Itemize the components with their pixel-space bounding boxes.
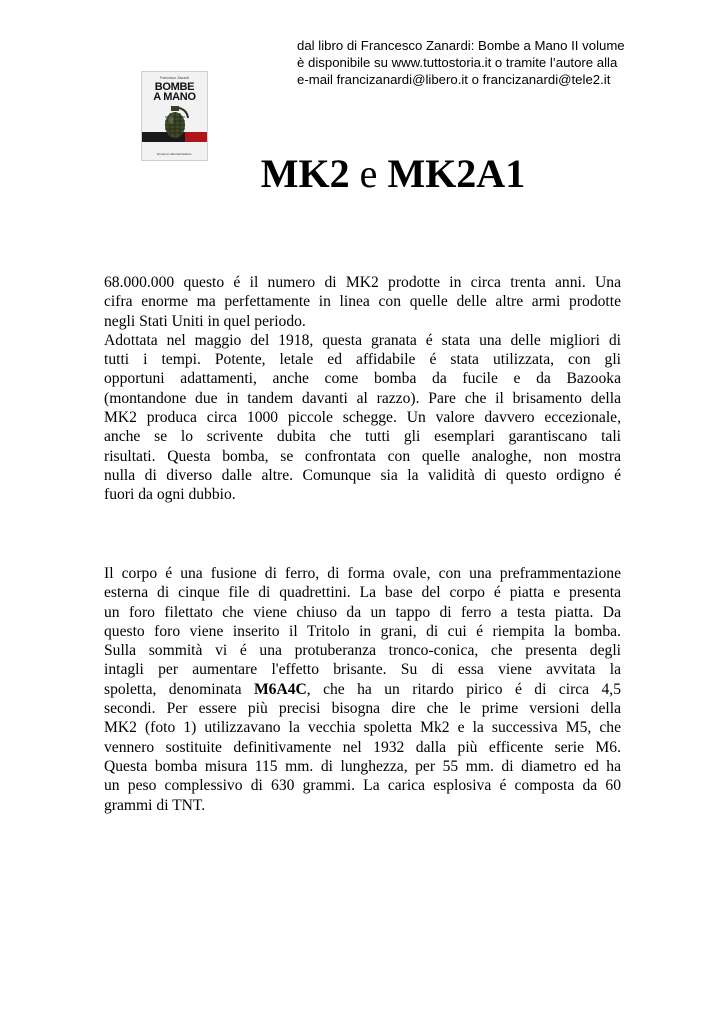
book-cover-title-line: BOMBE: [154, 81, 195, 93]
text-line: esterna di cinque file di quadrettini. La base del corpo é piatta e presenta: [104, 584, 621, 602]
text-line: fuori da ogni dubbio.: [104, 486, 236, 504]
title-part-2: MK2A1: [387, 151, 526, 196]
text-line: risultati. Questa bomba, se confrontata con quelle analoghe, non mostra: [104, 447, 621, 465]
paragraph-description: [104, 564, 621, 815]
text-line: intagli per aumentare l'effetto brisante. Su di essa viene avvitata la: [104, 661, 621, 679]
grenade-icon: [159, 106, 193, 140]
text-line: Il corpo é una fusione di ferro, di forma ovale, con una preframmentazione: [104, 565, 621, 582]
fuse-model: M6A4C: [253, 680, 307, 698]
text-line: opportuni adattamenti, anche come bomba da fucile e da Bazooka: [104, 370, 621, 388]
text-line: tutti i tempi. Potente, letale ed affidabile é stata utilizzata, con gli: [104, 351, 621, 369]
source-note: [297, 37, 707, 88]
text-line: negli Stati Uniti in quel periodo.: [104, 312, 306, 330]
title-conjunction: e: [349, 151, 388, 196]
text-line: questo foro viene inserito il Tritolo in grani, di cui é riempita la bomba.: [104, 622, 621, 640]
text-line: MK2 produca circa 1000 piccole schegge. Un valore davvero eccezionale,: [104, 409, 621, 427]
book-cover-title: [142, 82, 207, 102]
text-line: un foro filettato che viene chiuso da un tappo di ferro a testa piatta. Da: [104, 603, 621, 621]
book-cover-publisher: Ermanno Albertelli Editore: [157, 152, 192, 156]
text-line: nulla di diverso dalle altre. Comunque sia la validità di questo ordigno é: [104, 466, 621, 484]
book-cover-image: [141, 71, 208, 161]
text-line: secondi. Per essere più precisi bisogna dire che le prime versioni della: [104, 700, 621, 718]
text-line: Sulla sommità vi é una protuberanza tronco-conica, che presenta degli: [104, 642, 621, 660]
text-line: vennero sostituite definitivamente nel 1932 dalla più efficente serie M6.: [104, 738, 621, 756]
text-line: anche se lo scrivente dubita che tutti gli esemplari garantiscano tali: [104, 428, 621, 446]
title-part-1: MK2: [260, 151, 350, 196]
text-line: MK2 (foto 1) utilizzavano la vecchia spoletta Mk2 e la successiva M5, che: [104, 719, 621, 737]
text-line: grammi di TNT.: [104, 796, 206, 814]
text-line: Adottata nel maggio del 1918, questa granata é stata una delle migliori di: [104, 331, 621, 349]
book-cover-author: Francesco Zanardi: [159, 76, 190, 80]
text-line: (montandone due in tandem davanti al razzo). Pare che il brisamento della: [104, 389, 621, 407]
text-line: cifra enorme ma perfettamente in linea con quelle delle altre armi prodotte: [104, 293, 621, 311]
text-line: 68.000.000 questo é il numero di MK2 prodotte in circa trenta anni. Una: [104, 274, 621, 291]
paragraph-intro: [104, 273, 621, 505]
book-cover-title-line: A MANO: [153, 91, 196, 103]
source-note-line: dal libro di Francesco Zanardi: Bombe a Mano II volume: [297, 38, 625, 53]
text-segment: spoletta, denominata: [104, 680, 254, 698]
text-line: [104, 680, 621, 699]
text-segment: , che ha un ritardo pirico é di circa 4,5: [306, 680, 621, 698]
text-line: un peso complessivo di 630 grammi. La carica esplosiva é composta da 60: [104, 777, 621, 795]
source-note-line: e-mail francizanardi@libero.it o francizanardi@tele2.it: [297, 72, 611, 87]
text-line: Questa bomba misura 115 mm. di lunghezza, per 55 mm. di diametro ed ha: [104, 757, 621, 775]
source-note-line: è disponibile su www.tuttostoria.it o tramite l’autore alla: [297, 55, 618, 70]
page-title: [0, 150, 724, 198]
